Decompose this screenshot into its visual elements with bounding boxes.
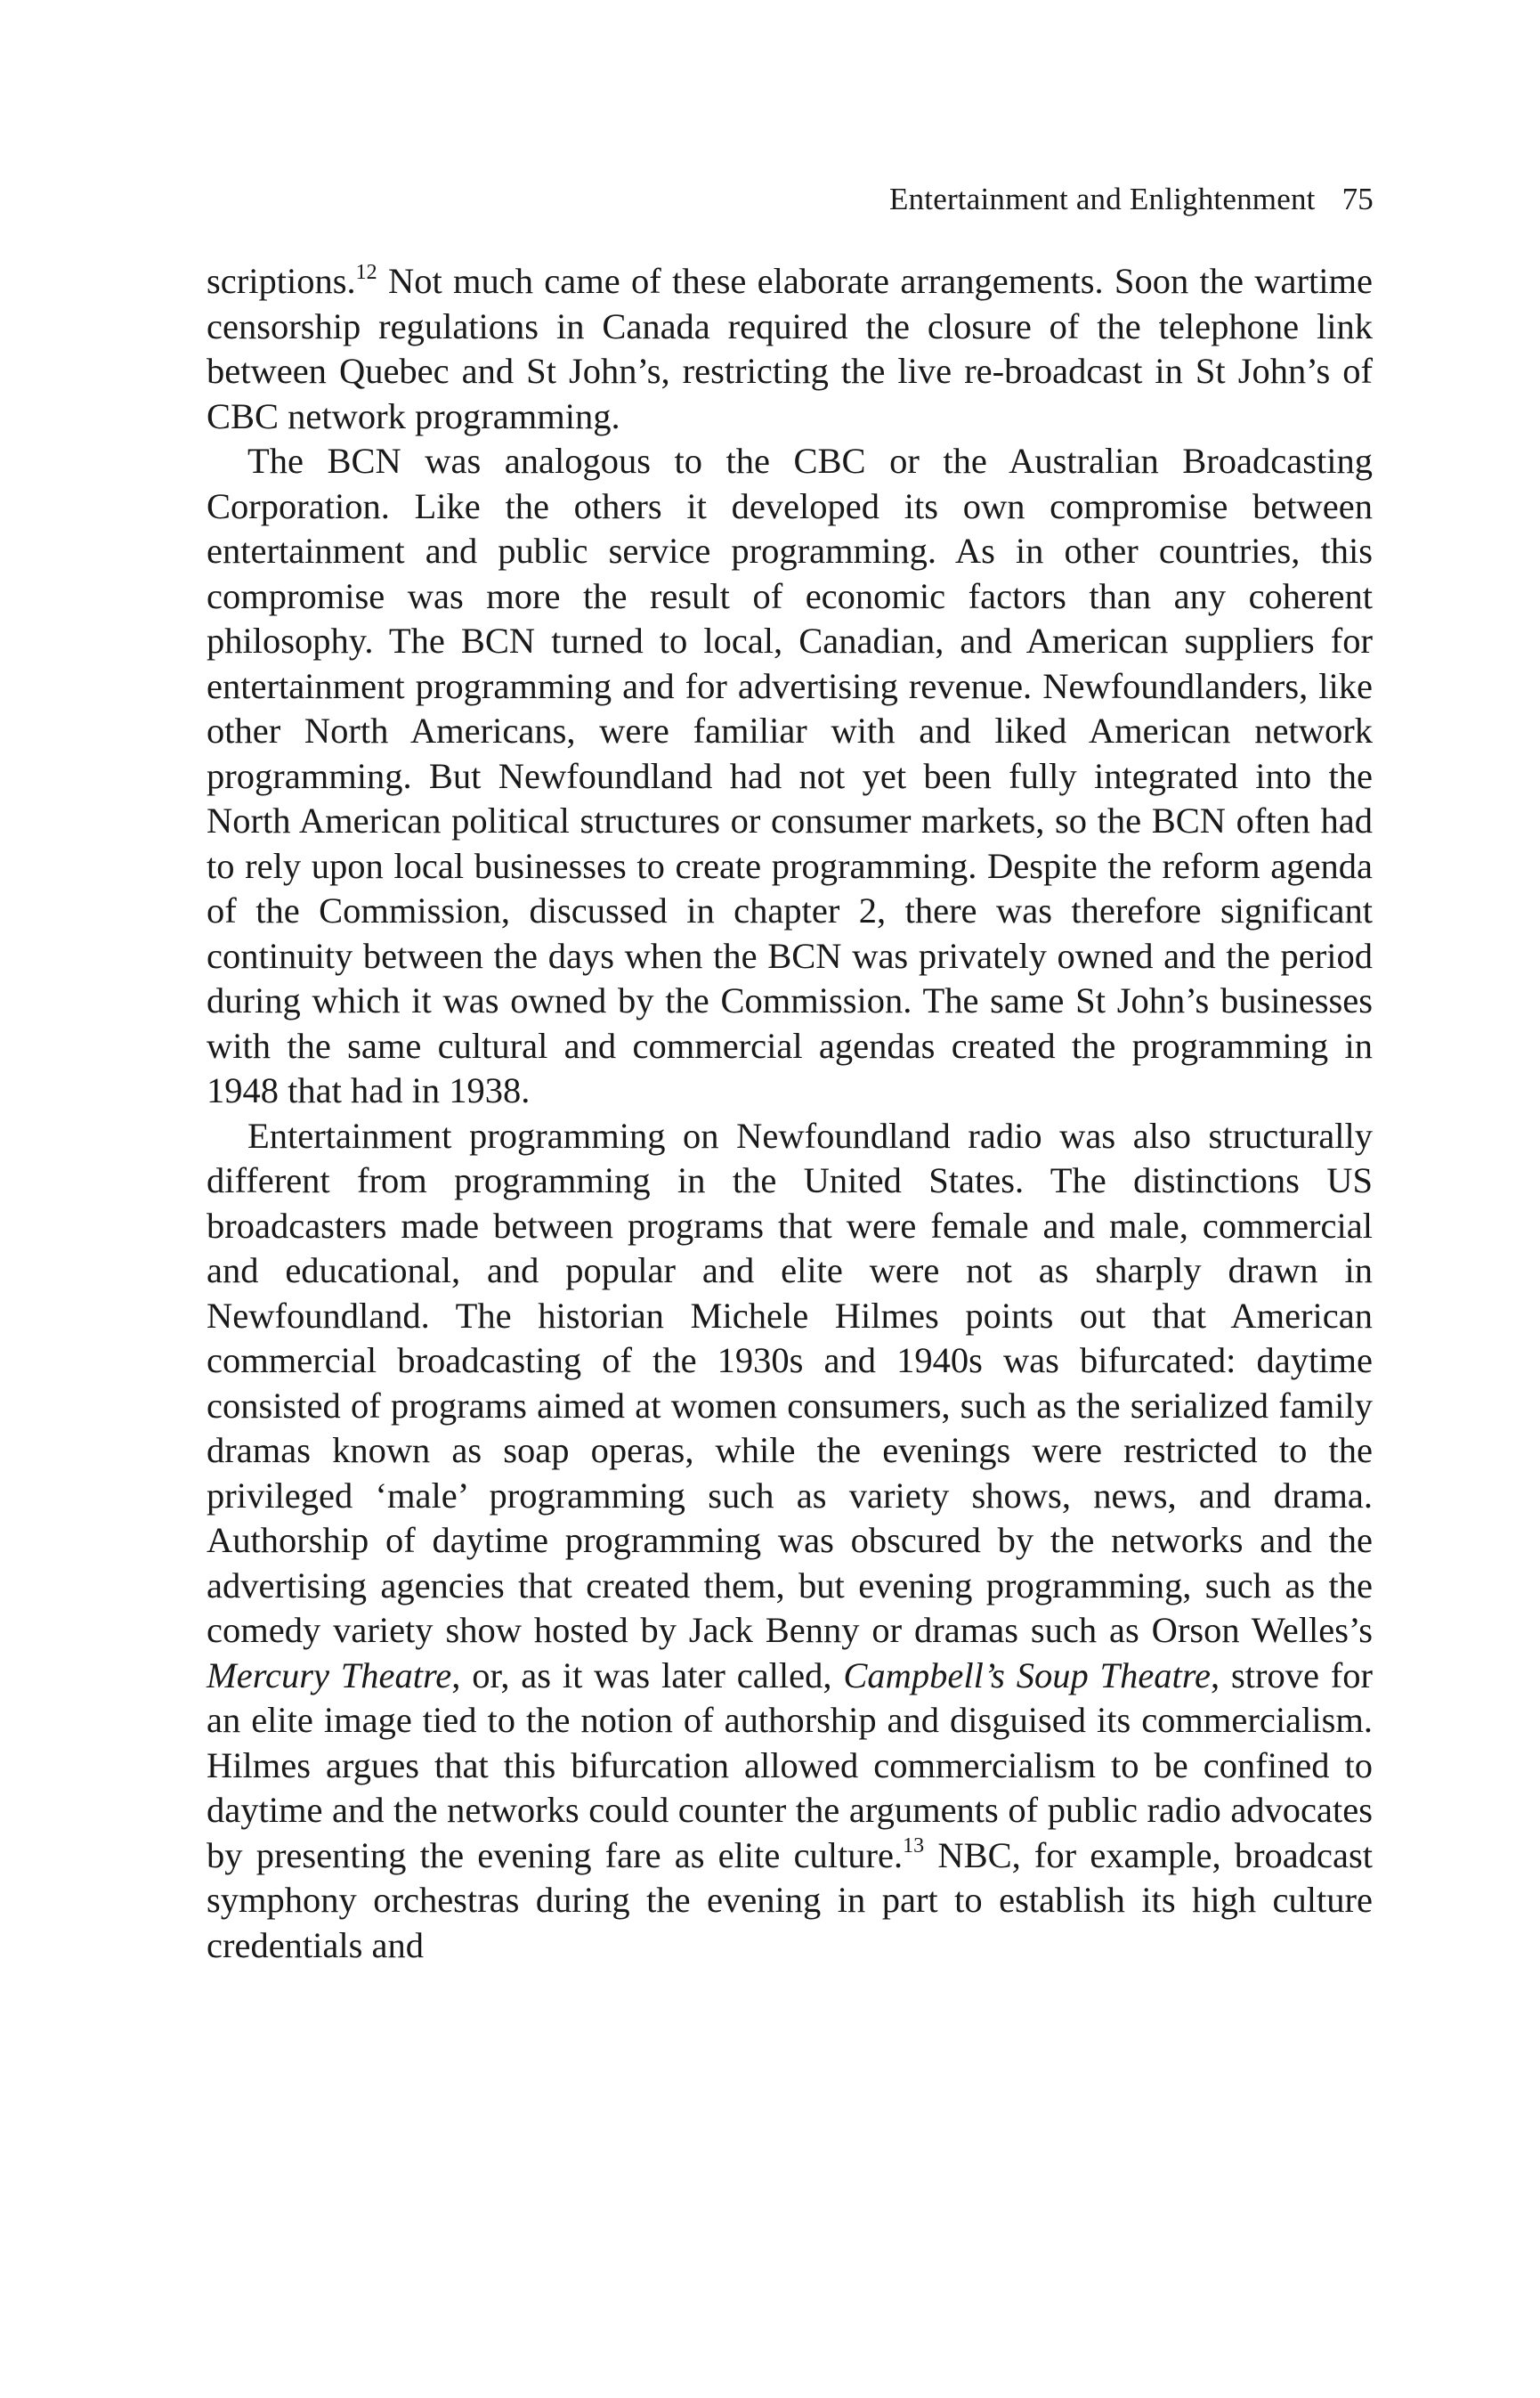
title-mercury-theatre: Mercury Theatre bbox=[207, 1654, 452, 1695]
body-text bbox=[207, 259, 1373, 1968]
paragraph-3 bbox=[207, 1114, 1373, 1969]
paragraph-1-text-a: scriptions. bbox=[207, 261, 356, 301]
running-head bbox=[889, 178, 1374, 221]
running-title: Entertainment and Enlightenment bbox=[889, 182, 1316, 216]
paragraph-3-text-d: NBC, for example, broadcast symphony orchestras during the evening in part to establish its high culture credentials and bbox=[207, 1834, 1373, 1965]
page-number: 75 bbox=[1341, 182, 1374, 216]
paragraph-3-text-a: Entertainment programming on Newfoundland radio was also structurally different from programming in the United States. The distinctions US broadcasters made between programs that were female and male, commercial and educational, and popular and elite were not as sharply drawn in Newfoundland. The historian Michele Hilmes points out that American commercial broadcasting of the 1930s and 1940s was bifurcated: daytime consisted of programs aimed at women consumers, such as the serialized family dramas known as soap operas, while the evenings were restricted to the privileged ‘male’ programming such as variety shows, news, and drama. Authorship of daytime programming was obscured by the networks and the advertising agencies that created them, but evening programming, such as the comedy variety show hosted by Jack Benny or dramas such as Orson Welles’s bbox=[207, 1115, 1373, 1650]
footnote-marker-12: 12 bbox=[355, 260, 377, 284]
title-campbells-soup-theatre: Campbell’s Soup Theatre bbox=[843, 1654, 1212, 1695]
paragraph-3-text-b: , or, as it was later called, bbox=[451, 1654, 844, 1695]
footnote-marker-13: 13 bbox=[903, 1834, 925, 1857]
paragraph-2: The BCN was analogous to the CBC or the Australian Broadcasting Corporation. Like the others it developed its own compromise between entertainment and public service programming. As in other countries, this compromise was more the result of economic factors than any coherent philosophy. The BCN turned to local, Canadian, and American suppliers for entertainment programming and for advertising revenue. Newfoundlanders, like other North Americans, were familiar with and liked American network programming. But Newfoundland had not yet been fully integrated into the North American political structures or consumer markets, so the BCN often had to rely upon local businesses to create programming. Despite the reform agenda of the Commission, discussed in chapter 2, there was therefore significant continuity between the days when the BCN was privately owned and the period during which it was owned by the Commission. The same St John’s businesses with the same cultural and commercial agendas created the programming in 1948 that had in 1938. bbox=[207, 441, 1373, 1110]
paragraph-1 bbox=[207, 259, 1373, 439]
paragraph-1-text-b: Not much came of these elaborate arrangements. Soon the wartime censorship regulations in Canada required the closure of the telephone link between Quebec and St John’s, restricting the live re-broadcast in St John’s of CBC network programming. bbox=[207, 261, 1373, 436]
paragraph-3-text-c: , strove for an elite image tied to the notion of authorship and disguised its commercialism. Hilmes argues that this bifurcation allowed commercialism to be confined to daytime and the networks could counter the arguments of public radio advocates by presenting the evening fare as elite culture. bbox=[207, 1654, 1374, 1875]
